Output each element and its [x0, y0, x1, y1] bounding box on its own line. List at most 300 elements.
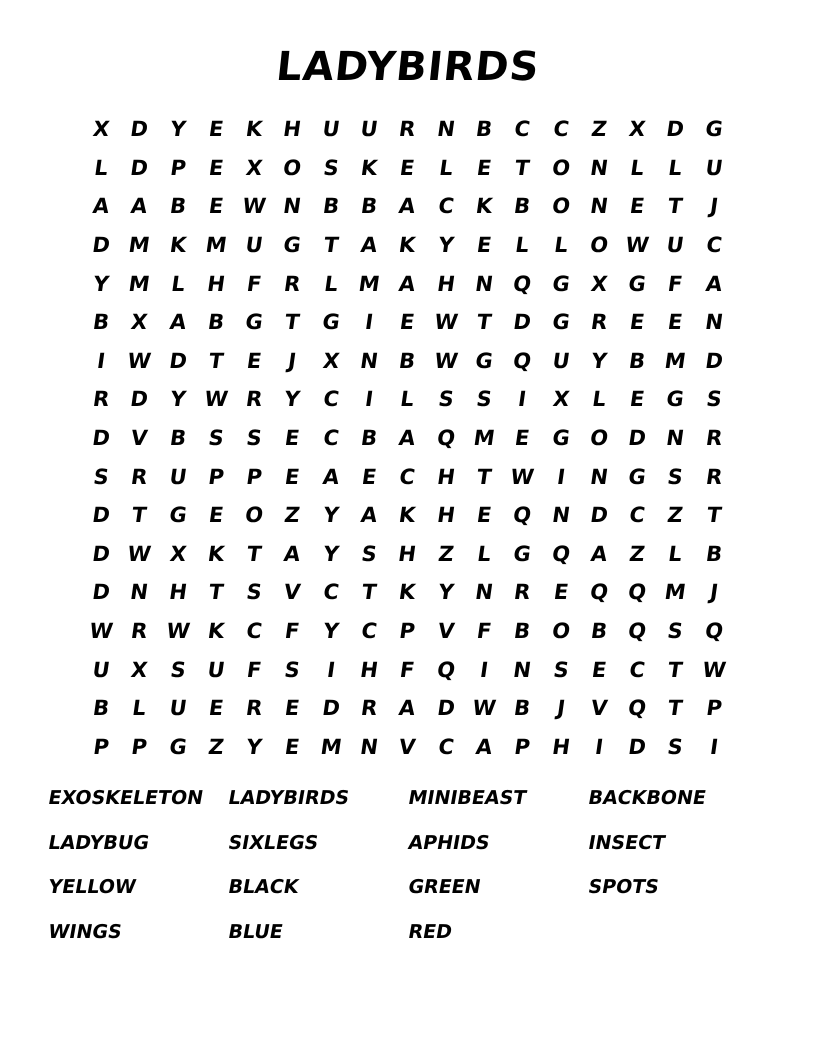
grid-letter[interactable]: D: [129, 117, 150, 142]
grid-letter[interactable]: D: [129, 155, 150, 180]
grid-row: [82, 689, 734, 728]
grid-letter[interactable]: Q: [626, 580, 648, 605]
grid-letter[interactable]: F: [666, 271, 685, 296]
grid-row: [82, 728, 734, 767]
grid-letter[interactable]: G: [167, 734, 189, 759]
grid-letter[interactable]: K: [206, 619, 226, 644]
grid-letter[interactable]: E: [245, 348, 264, 373]
grid-letter[interactable]: W: [432, 310, 460, 335]
word-list-item: SIXLEGS: [226, 831, 321, 854]
grid-letter[interactable]: D: [626, 734, 648, 759]
grid-letter[interactable]: Q: [588, 580, 610, 605]
grid-letter[interactable]: G: [550, 271, 572, 296]
grid-letter[interactable]: I: [95, 348, 107, 373]
grid-letter[interactable]: B: [359, 194, 379, 219]
grid-letter[interactable]: K: [474, 194, 494, 219]
grid-letter[interactable]: B: [704, 541, 724, 566]
grid-row: [82, 303, 734, 342]
grid-letter[interactable]: C: [627, 657, 647, 682]
grid-letter[interactable]: D: [90, 233, 112, 258]
grid-letter[interactable]: T: [322, 233, 340, 258]
grid-letter[interactable]: P: [91, 734, 111, 759]
grid-letter[interactable]: T: [705, 503, 723, 528]
grid-letter[interactable]: A: [167, 310, 188, 335]
grid-letter[interactable]: W: [164, 619, 192, 644]
grid-letter[interactable]: W: [624, 233, 651, 258]
grid-letter[interactable]: A: [282, 541, 303, 566]
grid-letter[interactable]: G: [665, 387, 686, 412]
grid-letter[interactable]: E: [628, 387, 647, 412]
grid-letter[interactable]: V: [282, 580, 303, 605]
grid-row: [82, 573, 734, 612]
grid-letter[interactable]: B: [512, 696, 533, 721]
grid-letter[interactable]: D: [129, 387, 150, 412]
grid-letter[interactable]: V: [397, 734, 418, 759]
grid-letter[interactable]: U: [550, 348, 571, 373]
grid-letter[interactable]: Q: [435, 426, 457, 451]
word-list-item: APHIDS: [406, 831, 492, 854]
grid-letter[interactable]: I: [363, 387, 375, 412]
grid-letter[interactable]: A: [91, 194, 111, 219]
grid-letter[interactable]: F: [283, 619, 302, 644]
grid-letter[interactable]: G: [550, 426, 572, 451]
grid-letter[interactable]: Z: [283, 503, 302, 528]
grid-letter[interactable]: M: [663, 348, 688, 373]
grid-letter[interactable]: A: [397, 426, 418, 451]
grid-letter[interactable]: G: [550, 310, 572, 335]
grid-letter[interactable]: R: [129, 464, 150, 489]
grid-letter[interactable]: U: [167, 696, 188, 721]
grid-letter[interactable]: E: [283, 426, 302, 451]
grid-letter[interactable]: N: [473, 271, 495, 296]
grid-letter[interactable]: L: [131, 696, 148, 721]
grid-letter[interactable]: W: [87, 619, 115, 644]
grid-letter[interactable]: U: [205, 657, 227, 682]
grid-letter[interactable]: D: [90, 541, 112, 566]
grid-letter[interactable]: G: [626, 271, 648, 296]
grid-letter[interactable]: S: [245, 426, 264, 451]
grid-letter[interactable]: N: [588, 194, 610, 219]
grid-letter[interactable]: B: [589, 619, 609, 644]
grid-letter[interactable]: X: [589, 271, 609, 296]
grid-letter[interactable]: N: [358, 734, 380, 759]
grid-row: [82, 110, 734, 149]
grid-letter[interactable]: T: [666, 657, 685, 682]
grid-letter[interactable]: M: [127, 271, 152, 296]
grid-letter[interactable]: L: [514, 233, 531, 258]
grid-letter[interactable]: E: [551, 580, 570, 605]
grid-letter[interactable]: S: [666, 464, 685, 489]
grid-letter[interactable]: W: [432, 348, 460, 373]
grid-letter[interactable]: G: [167, 503, 189, 528]
grid-letter[interactable]: P: [398, 619, 417, 644]
grid-letter[interactable]: R: [244, 696, 265, 721]
grid-letter[interactable]: X: [550, 387, 571, 412]
grid-letter[interactable]: G: [626, 464, 648, 489]
grid-letter[interactable]: K: [397, 233, 418, 258]
grid-letter[interactable]: G: [473, 348, 495, 373]
grid-letter[interactable]: B: [91, 310, 111, 335]
grid-letter[interactable]: E: [398, 155, 417, 180]
grid-letter[interactable]: U: [90, 657, 112, 682]
grid-letter[interactable]: E: [283, 734, 302, 759]
grid-letter[interactable]: B: [91, 696, 111, 721]
grid-letter[interactable]: B: [512, 619, 533, 644]
grid-letter[interactable]: E: [628, 310, 647, 335]
grid-letter[interactable]: C: [244, 619, 264, 644]
grid-letter[interactable]: B: [397, 348, 418, 373]
grid-letter[interactable]: O: [282, 155, 304, 180]
grid-letter[interactable]: X: [129, 310, 150, 335]
grid-letter[interactable]: K: [397, 503, 418, 528]
grid-letter[interactable]: S: [666, 734, 685, 759]
grid-letter[interactable]: Q: [511, 348, 534, 373]
grid-letter[interactable]: O: [550, 619, 572, 644]
grid-letter[interactable]: I: [325, 657, 337, 682]
grid-letter[interactable]: Y: [589, 348, 609, 373]
grid-letter[interactable]: F: [245, 271, 264, 296]
grid-letter[interactable]: N: [588, 155, 610, 180]
grid-letter[interactable]: Y: [436, 580, 456, 605]
grid-letter[interactable]: B: [168, 194, 188, 219]
grid-letter[interactable]: N: [588, 464, 610, 489]
grid-letter[interactable]: R: [704, 464, 724, 489]
grid-letter[interactable]: K: [206, 541, 226, 566]
grid-letter[interactable]: H: [358, 657, 380, 682]
grid-letter[interactable]: C: [321, 580, 341, 605]
grid-letter[interactable]: X: [321, 348, 341, 373]
grid-letter[interactable]: G: [244, 310, 265, 335]
grid-letter[interactable]: H: [397, 541, 418, 566]
grid-letter[interactable]: T: [245, 541, 264, 566]
grid-letter[interactable]: U: [359, 117, 380, 142]
grid-letter[interactable]: T: [130, 503, 149, 528]
grid-letter[interactable]: M: [203, 233, 229, 258]
grid-letter[interactable]: U: [167, 464, 188, 489]
grid-letter[interactable]: E: [207, 194, 225, 219]
grid-letter[interactable]: N: [128, 580, 150, 605]
grid-letter[interactable]: Z: [589, 117, 609, 142]
grid-letter[interactable]: B: [206, 310, 226, 335]
grid-letter[interactable]: E: [207, 117, 225, 142]
grid-letter[interactable]: L: [475, 541, 493, 566]
grid-letter[interactable]: N: [703, 310, 725, 335]
grid-letter[interactable]: D: [90, 503, 112, 528]
grid-letter[interactable]: T: [513, 155, 532, 180]
grid-letter[interactable]: J: [287, 348, 299, 373]
grid-letter[interactable]: H: [435, 271, 457, 296]
grid-letter[interactable]: E: [513, 426, 532, 451]
grid-letter[interactable]: G: [703, 117, 725, 142]
grid-letter[interactable]: Z: [666, 503, 685, 528]
grid-letter[interactable]: B: [512, 194, 533, 219]
grid-letter[interactable]: H: [205, 271, 227, 296]
grid-letter[interactable]: C: [398, 464, 417, 489]
grid-letter[interactable]: N: [282, 194, 304, 219]
grid-letter[interactable]: F: [245, 657, 264, 682]
grid-letter[interactable]: X: [91, 117, 111, 142]
grid-letter[interactable]: S: [168, 657, 187, 682]
grid-letter[interactable]: K: [167, 233, 188, 258]
grid-letter[interactable]: W: [202, 387, 230, 412]
grid-letter[interactable]: Q: [550, 541, 572, 566]
grid-letter[interactable]: V: [436, 619, 456, 644]
grid-letter[interactable]: L: [667, 155, 684, 180]
grid-letter[interactable]: B: [627, 348, 647, 373]
grid-letter[interactable]: L: [399, 387, 416, 412]
grid-letter[interactable]: D: [588, 503, 610, 528]
grid-letter[interactable]: T: [207, 348, 225, 373]
grid-letter[interactable]: R: [704, 426, 724, 451]
grid-letter[interactable]: G: [512, 541, 533, 566]
grid-letter[interactable]: D: [703, 348, 725, 373]
grid-letter[interactable]: G: [282, 233, 303, 258]
grid-letter[interactable]: H: [282, 117, 304, 142]
grid-letter[interactable]: U: [320, 117, 342, 142]
grid-letter[interactable]: P: [130, 734, 149, 759]
grid-letter[interactable]: T: [475, 310, 493, 335]
grid-letter[interactable]: O: [550, 155, 572, 180]
grid-letter[interactable]: V: [589, 696, 609, 721]
grid-letter[interactable]: W: [126, 541, 153, 566]
grid-letter[interactable]: L: [628, 155, 646, 180]
grid-letter[interactable]: D: [320, 696, 342, 721]
grid-letter[interactable]: U: [665, 233, 686, 258]
grid-letter[interactable]: K: [397, 580, 418, 605]
grid-letter[interactable]: M: [471, 426, 497, 451]
grid-letter[interactable]: A: [589, 541, 609, 566]
grid-letter[interactable]: N: [665, 426, 687, 451]
grid-letter[interactable]: S: [436, 387, 456, 412]
grid-letter[interactable]: S: [551, 657, 570, 682]
grid-letter[interactable]: B: [474, 117, 494, 142]
grid-letter[interactable]: C: [321, 387, 341, 412]
grid-letter[interactable]: N: [358, 348, 380, 373]
grid-letter[interactable]: I: [555, 464, 567, 489]
grid-letter[interactable]: Z: [436, 541, 456, 566]
grid-letter[interactable]: C: [436, 194, 456, 219]
grid-letter[interactable]: R: [282, 271, 303, 296]
grid-letter[interactable]: S: [704, 387, 724, 412]
grid-letter[interactable]: P: [244, 464, 264, 489]
grid-letter[interactable]: B: [359, 426, 379, 451]
word-list-item: MINIBEAST: [406, 787, 529, 809]
grid-letter[interactable]: S: [359, 541, 379, 566]
grid-letter[interactable]: N: [435, 117, 457, 142]
grid-letter[interactable]: Z: [628, 541, 647, 566]
grid-letter[interactable]: A: [397, 696, 418, 721]
grid-letter[interactable]: R: [589, 310, 609, 335]
grid-letter[interactable]: M: [318, 734, 344, 759]
grid-letter[interactable]: L: [590, 387, 608, 412]
grid-letter[interactable]: E: [283, 696, 302, 721]
grid-letter[interactable]: X: [627, 117, 648, 142]
grid-letter[interactable]: W: [509, 464, 536, 489]
grid-letter[interactable]: A: [129, 194, 150, 219]
grid-letter[interactable]: W: [241, 194, 268, 219]
grid-letter[interactable]: L: [437, 155, 455, 180]
grid-letter[interactable]: A: [359, 503, 380, 528]
grid-letter[interactable]: C: [321, 426, 341, 451]
grid-letter[interactable]: E: [475, 503, 493, 528]
grid-letter[interactable]: Y: [168, 387, 188, 412]
grid-letter[interactable]: I: [708, 734, 720, 759]
grid-letter[interactable]: D: [435, 696, 457, 721]
grid-letter[interactable]: X: [167, 541, 188, 566]
grid-letter[interactable]: F: [398, 657, 417, 682]
grid-letter[interactable]: E: [283, 464, 302, 489]
grid-letter[interactable]: U: [703, 155, 725, 180]
grid-letter[interactable]: P: [513, 734, 532, 759]
grid-letter[interactable]: Y: [321, 541, 341, 566]
grid-letter[interactable]: A: [704, 271, 724, 296]
grid-letter[interactable]: R: [91, 387, 111, 412]
word-list-item: LADYBUG: [46, 831, 151, 854]
grid-letter[interactable]: V: [129, 426, 150, 451]
grid-letter[interactable]: R: [244, 387, 265, 412]
grid-letter[interactable]: A: [397, 271, 418, 296]
grid-letter[interactable]: Y: [283, 387, 302, 412]
word-list-item: INSECT: [586, 831, 667, 854]
word-list-item: BLUE: [226, 920, 285, 943]
grid-letter[interactable]: E: [360, 464, 379, 489]
grid-letter[interactable]: Q: [511, 271, 534, 296]
grid-letter[interactable]: Q: [626, 619, 648, 644]
grid-letter[interactable]: M: [357, 271, 382, 296]
grid-letter[interactable]: E: [398, 310, 417, 335]
grid-letter[interactable]: E: [207, 696, 225, 721]
grid-letter[interactable]: S: [283, 657, 302, 682]
grid-letter[interactable]: X: [244, 155, 265, 180]
grid-letter[interactable]: T: [666, 696, 685, 721]
grid-letter[interactable]: E: [666, 310, 685, 335]
grid-letter[interactable]: T: [283, 310, 302, 335]
grid-letter[interactable]: D: [512, 310, 533, 335]
grid-letter[interactable]: P: [206, 464, 226, 489]
grid-letter[interactable]: D: [665, 117, 686, 142]
grid-letter[interactable]: I: [363, 310, 375, 335]
grid-letter[interactable]: Y: [436, 233, 456, 258]
grid-letter[interactable]: H: [435, 464, 457, 489]
grid-letter[interactable]: E: [207, 503, 225, 528]
grid-letter[interactable]: M: [663, 580, 688, 605]
grid-letter[interactable]: C: [704, 233, 724, 258]
grid-letter[interactable]: L: [169, 271, 187, 296]
grid-letter[interactable]: B: [321, 194, 341, 219]
grid-letter[interactable]: S: [666, 619, 685, 644]
grid-letter[interactable]: S: [474, 387, 494, 412]
grid-letter[interactable]: R: [397, 117, 418, 142]
grid-letter[interactable]: J: [555, 696, 567, 721]
grid-letter[interactable]: T: [360, 580, 379, 605]
grid-letter[interactable]: A: [321, 464, 341, 489]
grid-letter[interactable]: I: [516, 387, 529, 412]
grid-letter[interactable]: Y: [91, 271, 111, 296]
grid-letter[interactable]: A: [397, 194, 418, 219]
grid-letter[interactable]: T: [475, 464, 493, 489]
grid-letter[interactable]: P: [704, 696, 724, 721]
grid-letter[interactable]: Q: [703, 619, 725, 644]
grid-letter[interactable]: T: [666, 194, 685, 219]
grid-letter[interactable]: C: [551, 117, 571, 142]
grid-letter[interactable]: W: [470, 696, 498, 721]
grid-letter[interactable]: J: [708, 194, 720, 219]
grid-letter[interactable]: R: [129, 619, 150, 644]
grid-letter[interactable]: Z: [206, 734, 226, 759]
grid-letter[interactable]: F: [475, 619, 493, 644]
grid-letter[interactable]: K: [359, 155, 380, 180]
grid-letter[interactable]: I: [478, 657, 490, 682]
grid-letter[interactable]: E: [207, 155, 225, 180]
grid-letter[interactable]: Q: [511, 503, 534, 528]
grid-letter[interactable]: Q: [626, 696, 648, 721]
grid-letter[interactable]: T: [207, 580, 225, 605]
grid-letter[interactable]: L: [92, 155, 110, 180]
grid-letter[interactable]: A: [359, 233, 380, 258]
grid-letter[interactable]: Y: [321, 619, 341, 644]
grid-letter[interactable]: L: [322, 271, 340, 296]
grid-letter[interactable]: R: [359, 696, 379, 721]
grid-letter[interactable]: S: [321, 155, 341, 180]
grid-letter[interactable]: A: [474, 734, 494, 759]
grid-letter[interactable]: S: [91, 464, 111, 489]
grid-letter[interactable]: N: [473, 580, 495, 605]
grid-letter[interactable]: O: [243, 503, 265, 528]
grid-letter[interactable]: Y: [168, 117, 188, 142]
grid-letter[interactable]: R: [512, 580, 533, 605]
grid-letter[interactable]: D: [90, 426, 112, 451]
grid-letter[interactable]: S: [206, 426, 226, 451]
grid-letter[interactable]: D: [90, 580, 112, 605]
grid-letter[interactable]: Y: [245, 734, 264, 759]
grid-letter[interactable]: U: [244, 233, 265, 258]
grid-letter[interactable]: K: [244, 117, 265, 142]
grid-letter[interactable]: N: [511, 657, 533, 682]
grid-letter[interactable]: M: [127, 233, 152, 258]
grid-letter[interactable]: C: [627, 503, 647, 528]
grid-letter[interactable]: N: [550, 503, 572, 528]
grid-letter[interactable]: B: [168, 426, 188, 451]
grid-letter[interactable]: L: [667, 541, 684, 566]
grid-letter[interactable]: C: [436, 734, 456, 759]
grid-letter[interactable]: E: [475, 155, 493, 180]
grid-letter[interactable]: C: [359, 619, 379, 644]
grid-letter[interactable]: H: [167, 580, 189, 605]
grid-letter[interactable]: G: [320, 310, 342, 335]
grid-letter[interactable]: W: [700, 657, 728, 682]
grid-letter[interactable]: X: [129, 657, 150, 682]
grid-letter[interactable]: O: [550, 194, 572, 219]
grid-letter[interactable]: C: [513, 117, 532, 142]
grid-letter[interactable]: O: [588, 233, 610, 258]
grid-letter[interactable]: E: [475, 233, 493, 258]
grid-letter[interactable]: E: [628, 194, 647, 219]
grid-letter[interactable]: W: [126, 348, 153, 373]
grid-letter[interactable]: H: [435, 503, 457, 528]
grid-letter[interactable]: O: [588, 426, 610, 451]
grid-letter[interactable]: Q: [435, 657, 457, 682]
grid-letter[interactable]: D: [167, 348, 189, 373]
grid-letter[interactable]: D: [626, 426, 648, 451]
grid-letter[interactable]: L: [552, 233, 570, 258]
grid-letter[interactable]: H: [550, 734, 572, 759]
grid-letter[interactable]: P: [168, 155, 188, 180]
grid-letter[interactable]: I: [593, 734, 605, 759]
grid-letter[interactable]: Y: [321, 503, 341, 528]
grid-letter[interactable]: E: [590, 657, 608, 682]
grid-letter[interactable]: J: [708, 580, 720, 605]
grid-letter[interactable]: S: [245, 580, 264, 605]
